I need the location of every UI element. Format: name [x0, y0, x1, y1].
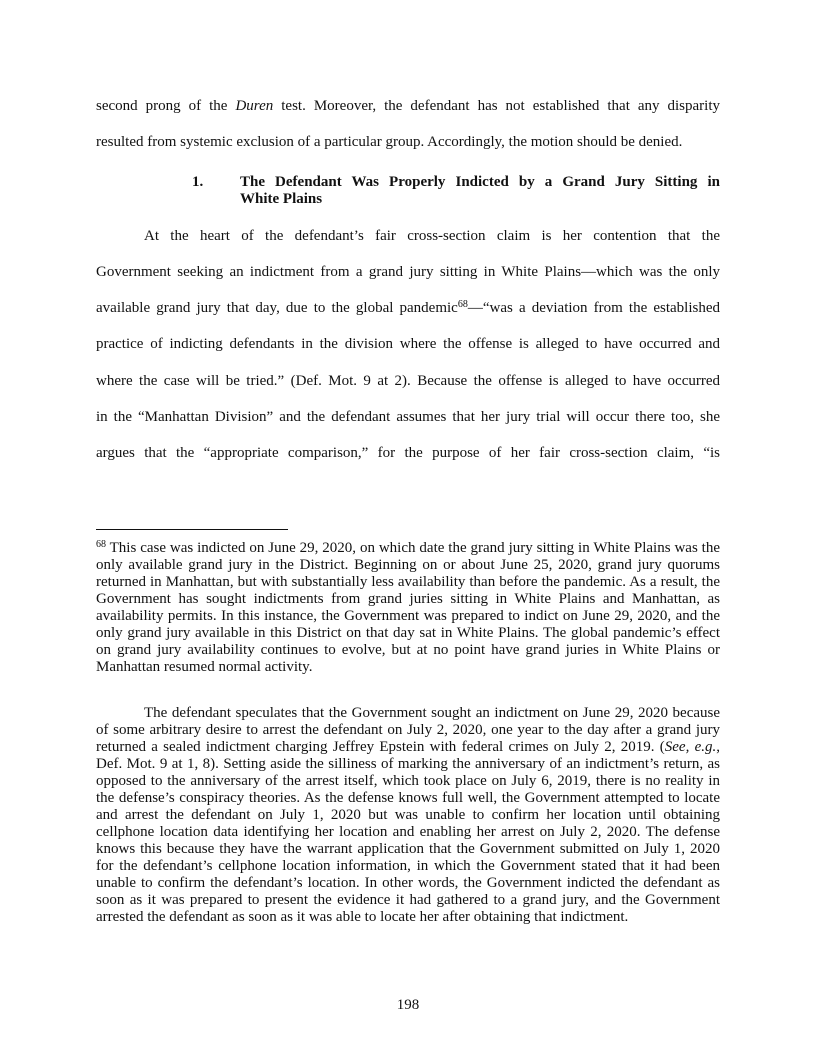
para-line-1: At the heart of the defendant’s fair cross-section claim is her contention that the: [144, 228, 720, 244]
footnote-reference[interactable]: 68: [457, 299, 468, 310]
para-line-3-rest: —“was a deviation from the established: [467, 300, 720, 316]
para-line-5: where the case will be tried.” (Def. Mot. 9 at 2). Because the offense is alleged to have occurred: [96, 373, 720, 389]
footnote-para-2-text-b: , Def. Mot. 9 at 1, 8). Setting aside the silliness of marking the anniversary of an indictment’s return, as opposed to the anniversary of the arrest itself, which took place on July 6, 2019, there is no reality in the defense’s conspiracy theories. As the defense knows full well, the Government attempted to locate and arrest the defendant on July 1, 2020 but was unable to confirm her location until obtaining cellphone location data identifying her location and enabling her arrest on July 2, 2020. The defense knows this because they have the warrant application that the Government submitted on July 1, 2020 for the defendant’s cellphone location information, in which the Government stated that it had been unable to confirm the defendant’s location. In other words, the Government indicted the defendant as soon as it was prepared to present the evidence it had gathered to a grand jury, and the Government arrested the defendant as soon as it was able to locate her after obtaining that indictment.: [96, 739, 720, 925]
para-line-7: argues that the “appropriate comparison,” for the purpose of her fair cross-section claim, “is: [96, 445, 720, 461]
para-line-4: practice of indicting defendants in the division where the offense is alleged to have occurred and: [96, 336, 720, 352]
page-number: 198: [396, 997, 420, 1013]
para-line-3: [96, 299, 720, 317]
body-line-1-post: test. Moreover, the defendant has not established that any disparity: [273, 98, 721, 114]
para-line-3-text: available grand jury that day, due to the global pandemic: [96, 300, 458, 316]
section-number: 1.: [192, 174, 204, 190]
footnote-68-para-1: [96, 540, 720, 676]
body-line-2: resulted from systemic exclusion of a particular group. Accordingly, the motion should be denied.: [96, 134, 683, 150]
body-line-1: [96, 97, 720, 115]
case-name-duren: Duren: [235, 98, 274, 114]
footnote-marker: 68: [96, 539, 106, 550]
section-heading-line-1: The Defendant Was Properly Indicted by a Grand Jury Sitting in: [240, 174, 720, 190]
footnote-para-1-text: This case was indicted on June 29, 2020, on which date the grand jury sitting in White Plains was the only available grand jury in the District. Beginning on or about June 25, 2020, grand jury quorums returned in Manhattan, but with substantially less availability than before the pandemic. As a result, the Government has sought indictments from grand juries sitting in White Plains and Manhattan, as availability permits. In this instance, the Government was prepared to indict on June 29, 2020, and the only grand jury available in this District on that day sat in White Plains. The global pandemic’s effect on grand jury availability continues to evolve, but at no point have grand juries in White Plains or Manhattan resumed normal activity.: [96, 540, 721, 675]
para-line-2: Government seeking an indictment from a grand jury sitting in White Plains—which was the only: [96, 264, 720, 280]
para-line-6: in the “Manhattan Division” and the defendant assumes that her jury trial will occur there too, she: [96, 409, 720, 425]
section-heading-line-2: White Plains: [240, 191, 323, 207]
body-line-1-pre: second prong of the: [96, 98, 236, 114]
footnote-para-2-text-a: The defendant speculates that the Government sought an indictment on June 29, 2020 because of some arbitrary desire to arrest the defendant on July 2, 2020, one year to the day after a grand jury returned a sealed indictment charging Jeffrey Epstein with federal crimes on July 2, 2019. (: [96, 705, 720, 755]
footnote-68-para-2: [96, 705, 720, 926]
citation-signal: See, e.g.: [664, 739, 717, 755]
footnote-separator: [96, 529, 288, 530]
